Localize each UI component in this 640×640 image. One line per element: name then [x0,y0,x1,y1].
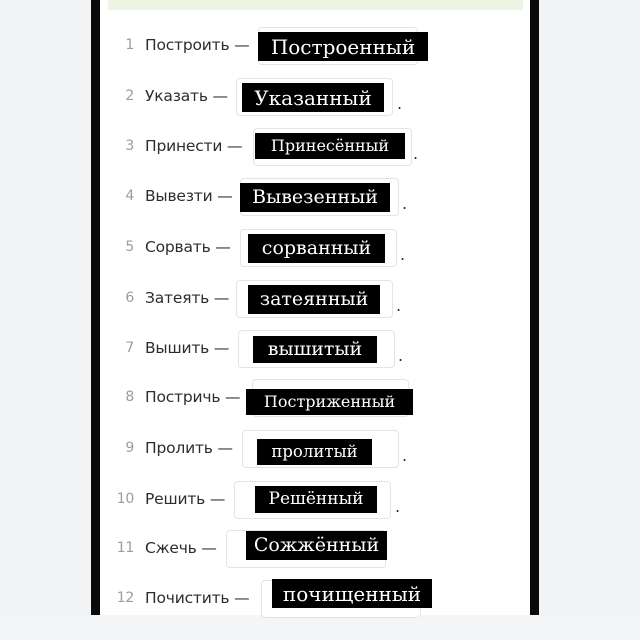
sentence-period: . [395,497,401,516]
answer-text: Принесённый [255,133,405,159]
answer-text: Вывезенный [240,183,390,212]
verb-label: Сжечь — [145,539,217,557]
verb-label: Построить — [145,36,250,54]
list-item [0,178,640,218]
item-number: 5 [125,239,134,255]
sentence-period: . [397,94,403,113]
list-item [0,128,640,168]
answer-text: вышитый [253,336,377,363]
verb-label: Вывезти — [145,187,233,205]
item-number: 4 [125,188,134,204]
verb-label: Пролить — [145,439,233,457]
answer-text: сорванный [248,234,385,263]
list-item [0,229,640,269]
sentence-period: . [400,245,406,264]
item-number: 11 [116,540,134,556]
verb-label: Сорвать — [145,238,231,256]
verb-label: Вышить — [145,339,230,357]
answer-text: Указанный [242,83,384,112]
sentence-period: . [413,144,419,163]
verb-label: Указать — [145,87,228,105]
item-number: 10 [116,491,134,507]
sentence-period: . [398,346,404,365]
sentence-period: . [402,446,408,465]
item-number: 1 [125,37,134,53]
answer-text: Построенный [258,32,428,61]
list-item [0,430,640,470]
answer-text: Решённый [255,486,377,513]
list-item [0,78,640,118]
verb-label: Почистить — [145,589,250,607]
answer-text: Постриженный [246,389,413,415]
answer-text: почищенный [272,579,432,608]
list-item [0,27,640,67]
sentence-period: . [396,296,402,315]
list-item [0,379,640,419]
exercise-header-band [108,0,523,10]
list-item [0,481,640,521]
verb-label: Решить — [145,490,226,508]
sentence-period: . [402,194,408,213]
list-item [0,330,640,370]
answer-text: пролитый [257,439,372,465]
list-item [0,580,640,620]
list-item [0,280,640,320]
item-number: 2 [125,88,134,104]
verb-label: Затеять — [145,289,230,307]
answer-text: Сожжённый [246,531,387,560]
item-number: 8 [125,389,134,405]
verb-label: Принести — [145,137,243,155]
item-number: 7 [125,340,134,356]
item-number: 3 [125,138,134,154]
verb-label: Постричь — [145,388,241,406]
item-number: 12 [116,590,134,606]
list-item [0,530,640,570]
answer-text: затеянный [248,285,380,314]
item-number: 6 [125,290,134,306]
item-number: 9 [125,440,134,456]
